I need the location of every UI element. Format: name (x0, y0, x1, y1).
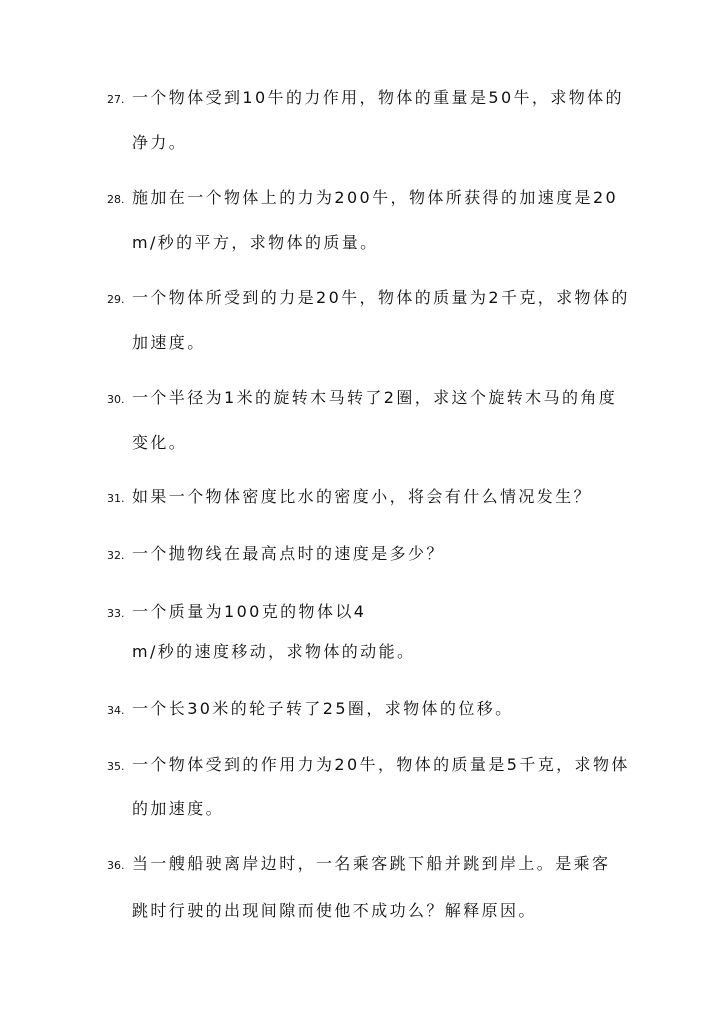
question-number: 33. (107, 607, 125, 620)
question-text-line: 一个长30米的轮子转了25圈，求物体的位移。 (132, 699, 514, 718)
question-number: 35. (107, 760, 125, 773)
question-text-line: 的加速度。 (132, 799, 225, 818)
question-text-line: 一个物体受到的作用力为20牛，物体的质量是5千克，求物体 (132, 755, 630, 774)
question-number: 36. (107, 859, 125, 872)
question-text-line: 一个质量为100克的物体以4 (132, 602, 367, 621)
question-text-line: m/秒的平方，求物体的质量。 (132, 233, 379, 252)
question-text-line: 如果一个物体密度比水的密度小，将会有什么情况发生？ (132, 487, 593, 506)
question-text-line: 一个物体所受到的力是20牛，物体的质量为2千克，求物体的 (132, 288, 630, 307)
question-number: 32. (107, 549, 125, 562)
question-number: 27. (107, 93, 125, 106)
question-text-line: 施加在一个物体上的力为200牛，物体所获得的加速度是20 (132, 188, 619, 207)
question-number: 30. (107, 393, 125, 406)
question-text-line: 净力。 (132, 133, 188, 152)
question-number: 34. (107, 704, 125, 717)
question-number: 29. (107, 293, 125, 306)
question-text-line: 跳时行驶的出现间隙而使他不成功么？解释原因。 (132, 901, 537, 920)
question-text-line: m/秒的速度移动，求物体的动能。 (132, 642, 416, 661)
question-number: 31. (107, 492, 125, 505)
question-text-line: 一个抛物线在最高点时的速度是多少？ (132, 544, 445, 563)
question-text-line: 一个物体受到10牛的力作用，物体的重量是50牛，求物体的 (132, 88, 624, 107)
question-text-line: 当一艘船驶离岸边时，一名乘客跳下船并跳到岸上。是乘客 (132, 854, 611, 873)
question-number: 28. (107, 193, 125, 206)
question-text-line: 加速度。 (132, 333, 206, 352)
question-text-line: 一个半径为1米的旋转木马转了2圈，求这个旋转木马的角度 (132, 388, 618, 407)
question-text-line: 变化。 (132, 433, 188, 452)
